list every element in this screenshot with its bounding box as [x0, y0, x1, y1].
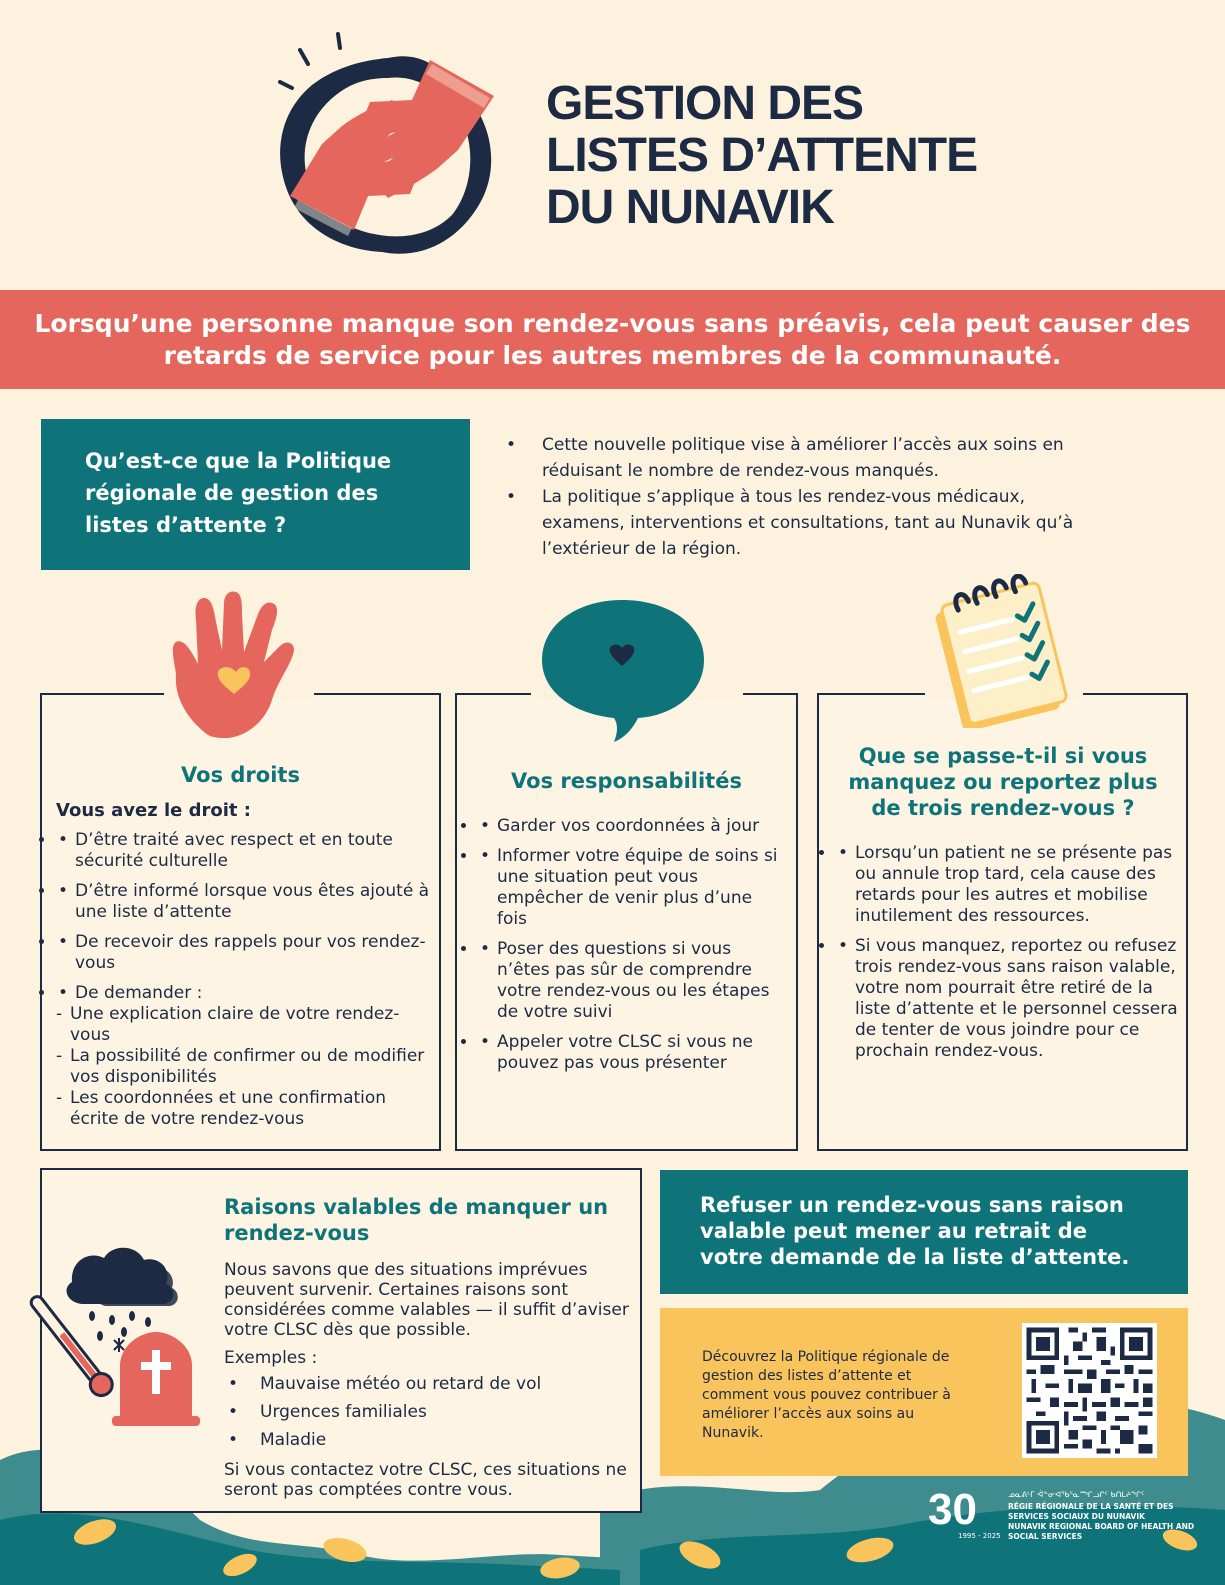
title-line-3: DU NUNAVIK [546, 181, 834, 234]
raisons-example-3: • Maladie [224, 1426, 634, 1454]
organization-logo [928, 1485, 1198, 1548]
title-line-2: LISTES D’ATTENTE [546, 129, 978, 182]
hands-emblem-icon [262, 30, 514, 270]
logo-org-en: NUNAVIK REGIONAL BOARD OF HEALTH AND SOCIAL SERVICES [1008, 1522, 1195, 1541]
droits-item-3: • • De recevoir des rappels pour vos rendez-vous [56, 932, 432, 974]
resp-item-1: • • Garder vos coordonnées à jour [478, 816, 786, 837]
raisons-closing: Si vous contactez votre CLSC, ces situations ne seront pas comptées contre vous. [224, 1460, 627, 1500]
raisons-body [224, 1260, 634, 1508]
droits-title: Vos droits [181, 763, 300, 787]
speech-bubble-heart-icon [538, 598, 708, 744]
banner-text: Lorsqu’une personne manque son rendez-vous sans préavis, cela peut causer des retards de service pour les autres membres de la communauté. [34, 308, 1191, 370]
manquez-title: Que se passe-t-il si vous manquez ou reportez plus de trois rendez-vous ? [848, 744, 1158, 820]
logo-years-range: 1995 - 2025 [958, 1532, 1001, 1540]
droits-item-2: • • D’être informé lorsque vous êtes ajouté à une liste d’attente [56, 881, 432, 923]
refuser-warning-box [660, 1170, 1188, 1294]
title-line-1: GESTION DES [546, 77, 864, 130]
manquez-item-1: • • Lorsqu’un patient ne se présente pas ou annule trop tard, cela cause des retards pour les autres et mobilise inutilement des ressources. [836, 843, 1178, 927]
raisons-examples [224, 1370, 634, 1454]
logo-syllabics: ᓄᓇᕕᒻᒥ ᐋᓐᓂᐊᖃᕐᓇᙱᓗᒋᑦ ᑲᑎᒪᔨᖏᑦ [1008, 1490, 1145, 1499]
raisons-example-2: • Urgences familiales [224, 1398, 634, 1426]
banner [0, 290, 1225, 389]
notepad-checklist-icon [922, 574, 1072, 728]
raisons-intro: Nous savons que des situations imprévues peuvent survenir. Certaines raisons sont considérées comme valables — il suffit d’aviser votre CLSC dès que possible. [224, 1260, 629, 1340]
responsabilites-list [478, 816, 786, 1083]
manquez-item-2: • • Si vous manquez, reportez ou refusez trois rendez-vous sans raison valable, votre nom pourrait être retiré de la liste d’attente et le personnel cessera de tenter de vous joindre pour ce prochain rendez-vous. [836, 936, 1178, 1062]
intro-bullets [506, 432, 1106, 562]
responsabilites-title: Vos responsabilités [511, 769, 742, 793]
refuser-text: Refuser un rendez-vous sans raison valable peut mener au retrait de votre demande de la liste d’attente. [700, 1193, 1130, 1269]
droits-subitem-1: - Une explication claire de votre rendez-vous [56, 1004, 432, 1046]
intro-bullet-1: • Cette nouvelle politique vise à améliorer l’accès aux soins en réduisant le nombre de rendez-vous manqués. [506, 432, 1106, 484]
manquez-list [836, 843, 1178, 1071]
raisons-example-1: • Mauvaise météo ou retard de vol [224, 1370, 634, 1398]
droits-subitem-2: - La possibilité de confirmer ou de modifier vos disponibilités [56, 1046, 432, 1088]
droits-lead: Vous avez le droit : [56, 800, 251, 821]
droits-list [56, 830, 432, 1130]
raisons-examples-label: Exemples : [224, 1348, 318, 1368]
qr-code[interactable] [1022, 1323, 1157, 1458]
intro-question-box [41, 419, 470, 570]
resp-item-3: • • Poser des questions si vous n’êtes pas sûr de comprendre votre rendez-vous ou les étapes de votre suivi [478, 939, 786, 1023]
logo-org-fr: RÉGIE RÉGIONALE DE LA SANTÉ ET DES SERVICES SOCIAUX DU NUNAVIK [1008, 1502, 1174, 1521]
droits-sublist [56, 1004, 432, 1130]
hand-heart-icon [168, 590, 300, 738]
intro-bullet-2: • La politique s’applique à tous les rendez-vous médicaux, examens, interventions et consultations, tant au Nunavik qu’à l’extérieur de la région. [506, 484, 1106, 562]
resp-item-4: • • Appeler votre CLSC si vous ne pouvez pas vous présenter [478, 1032, 786, 1074]
droits-subitem-3: - Les coordonnées et une confirmation écrite de votre rendez-vous [56, 1088, 432, 1130]
droits-item-1: • • D’être traité avec respect et en toute sécurité culturelle [56, 830, 432, 872]
weather-illness-icon [20, 1232, 210, 1432]
discover-text: Découvrez la Politique régionale de gestion des listes d’attente et comment vous pouvez contribuer à améliorer l’accès aux soins au Nunavik. [702, 1349, 951, 1441]
resp-item-2: • • Informer votre équipe de soins si une situation peut vous empêcher de venir plus d’une fois [478, 846, 786, 930]
page-title [546, 78, 1106, 234]
droits-item-4-label: De demander : [75, 983, 203, 1003]
logo-text [1008, 1490, 1198, 1542]
raisons-title: Raisons valables de manquer un rendez-vous [224, 1195, 609, 1245]
logo-30-years: 30 [928, 1485, 977, 1534]
droits-item-4 [56, 983, 432, 1130]
intro-question: Qu’est-ce que la Politique régionale de gestion des listes d’attente ? [85, 449, 392, 537]
